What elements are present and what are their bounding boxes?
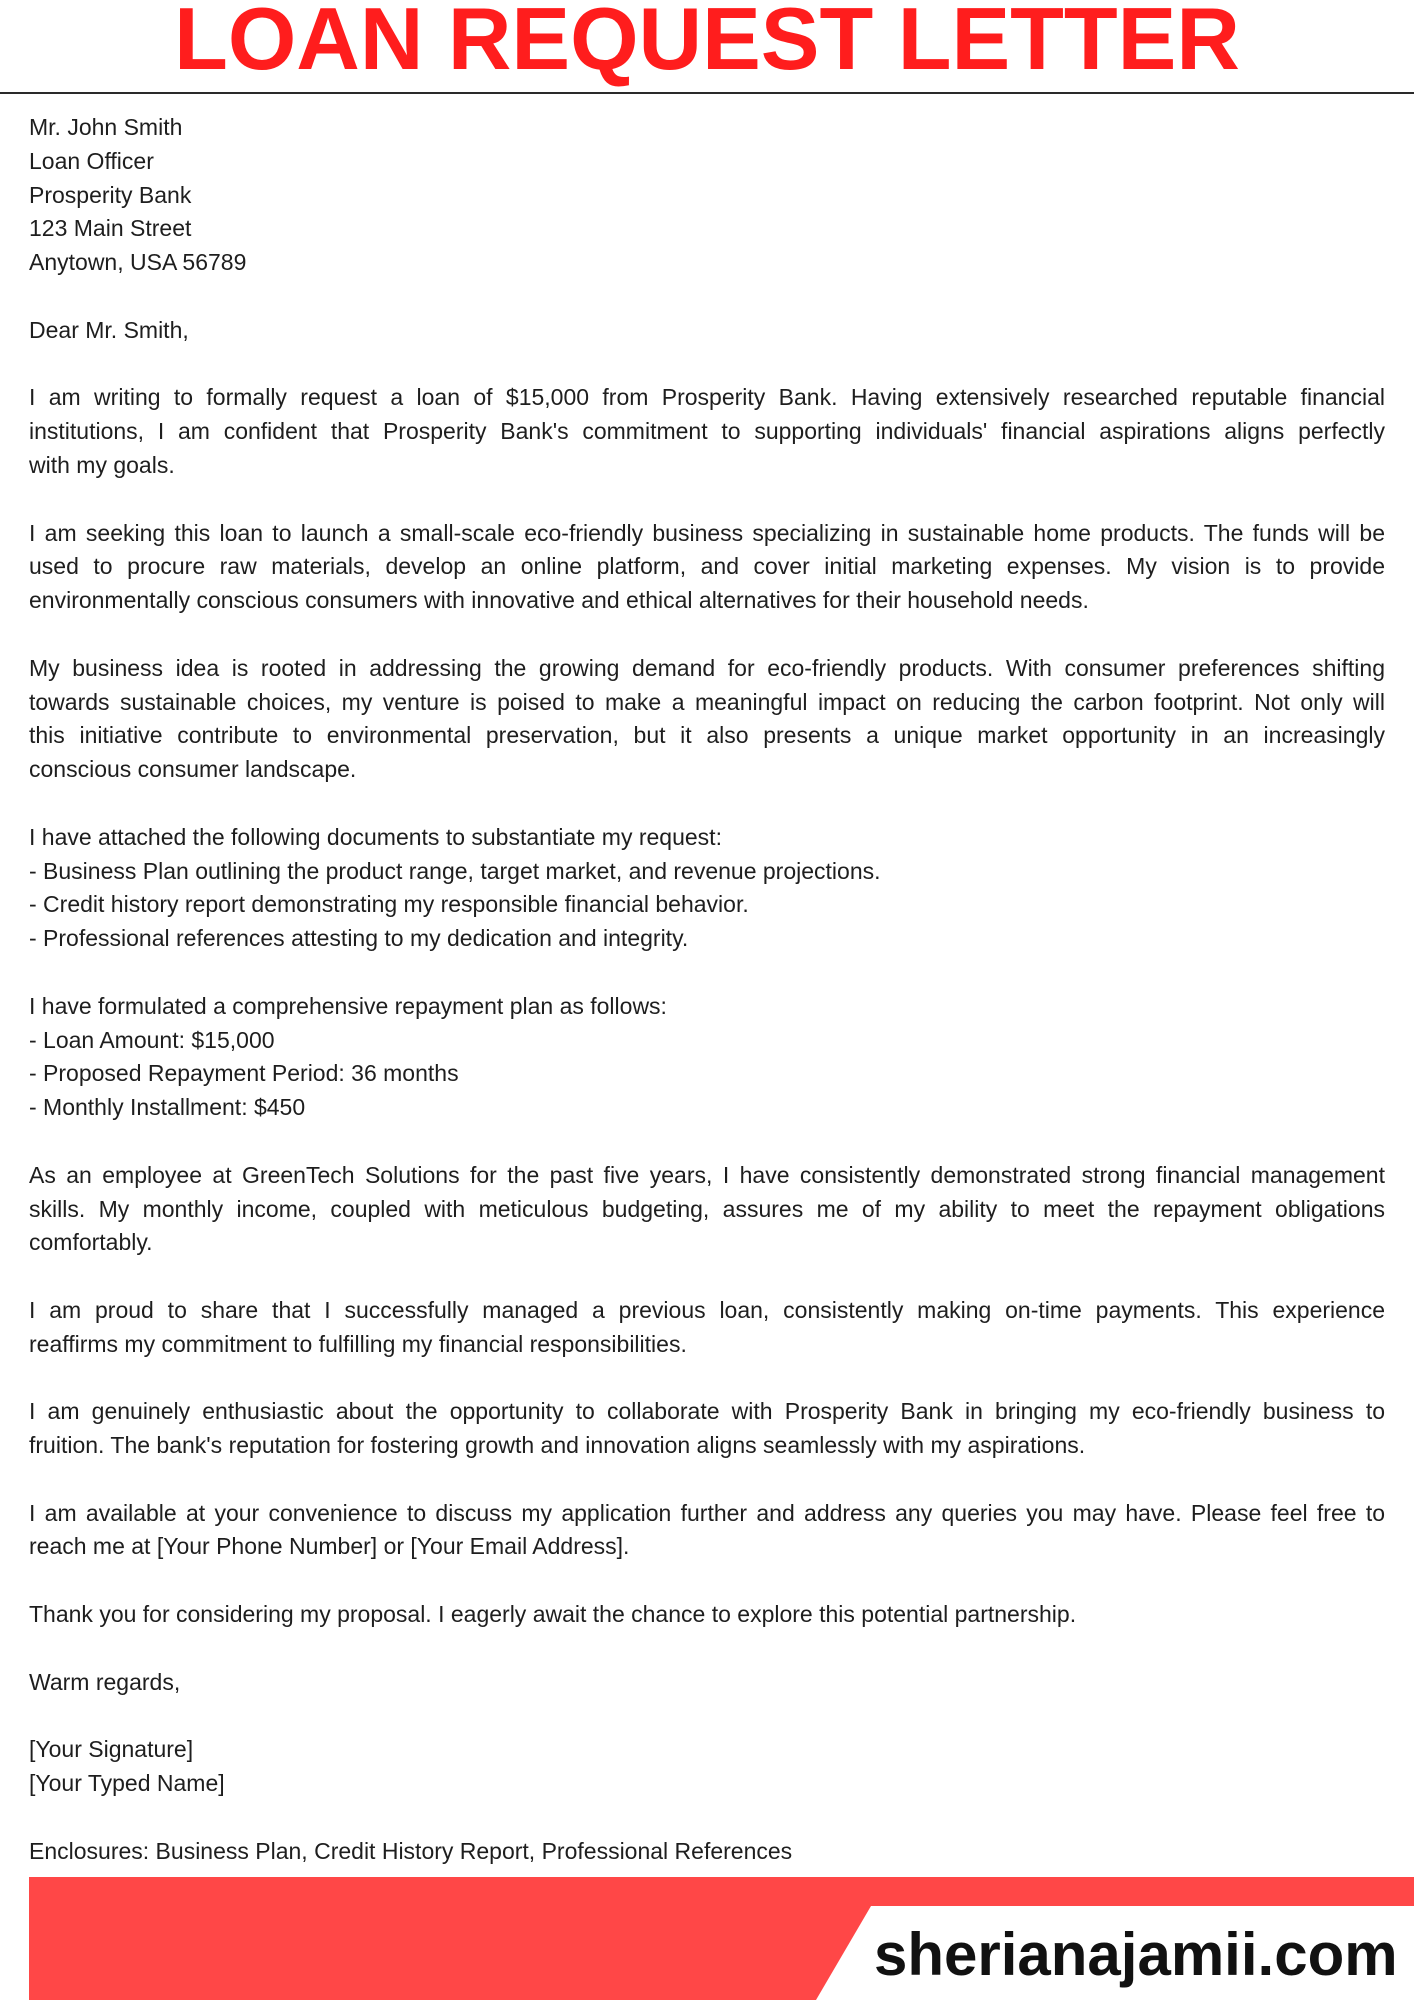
paragraph-previous-loan bbox=[29, 1294, 1385, 1362]
page-title: LOAN REQUEST LETTER bbox=[174, 0, 1240, 88]
list-item: - Credit history report demonstrating my responsible financial behavior. bbox=[29, 891, 749, 918]
list-item: - Business Plan outlining the product range, target market, and revenue projections. bbox=[29, 857, 881, 884]
paragraph-line: this initiative contribute to environmental preservation, but it also presents a unique market opportunity in an increasingly bbox=[29, 722, 1385, 749]
attached-documents-list bbox=[29, 821, 1385, 956]
repayment-plan-list bbox=[29, 990, 1385, 1125]
paragraph-line: I am genuinely enthusiastic about the opportunity to collaborate with Prosperity Bank in bringing my eco-friendly business to bbox=[29, 1398, 1385, 1425]
recipient-city: Anytown, USA 56789 bbox=[29, 249, 247, 276]
recipient-name: Mr. John Smith bbox=[29, 114, 183, 140]
paragraph-line: I am writing to formally request a loan of $15,000 from Prosperity Bank. Having extensively researched reputable financial bbox=[29, 384, 1385, 411]
letter-body bbox=[29, 111, 1385, 1868]
paragraph-business-idea bbox=[29, 652, 1385, 787]
footer-website: sherianajamii.com bbox=[874, 1921, 1398, 1988]
enclosures-text: Enclosures: Business Plan, Credit History Report, Professional References bbox=[29, 1837, 793, 1864]
paragraph-line: reaffirms my commitment to fulfilling my financial responsibilities. bbox=[29, 1330, 687, 1357]
list-item: - Professional references attesting to my dedication and integrity. bbox=[29, 925, 689, 952]
recipient-bank: Prosperity Bank bbox=[29, 181, 192, 208]
paragraph-employment bbox=[29, 1159, 1385, 1260]
paragraph-line: My business idea is rooted in addressing the growing demand for eco-friendly products. With consumer preferences shifting bbox=[29, 654, 1385, 681]
paragraph-enthusiasm bbox=[29, 1395, 1385, 1463]
paragraph-line: As an employee at GreenTech Solutions for the past five years, I have consistently demonstrated strong financial management bbox=[29, 1161, 1385, 1188]
paragraph-line: towards sustainable choices, my venture is poised to make a meaningful impact on reducing the carbon footprint. Not only will bbox=[29, 688, 1385, 715]
salutation bbox=[29, 314, 1385, 348]
paragraph-line: institutions, I am confident that Prosperity Bank's commitment to supporting individuals' financial aspirations aligns perfectly bbox=[29, 418, 1385, 445]
list-item: - Loan Amount: $15,000 bbox=[29, 1026, 275, 1053]
paragraph-line: I am available at your convenience to discuss my application further and address any queries you may have. Please feel free to bbox=[29, 1499, 1385, 1526]
paragraph-thanks bbox=[29, 1598, 1385, 1632]
paragraph-line: I am proud to share that I successfully managed a previous loan, consistently making on-time payments. This experience bbox=[29, 1296, 1385, 1323]
salutation-text: Dear Mr. Smith, bbox=[29, 316, 189, 343]
typed-name-placeholder: [Your Typed Name] bbox=[29, 1770, 225, 1797]
signature-block bbox=[29, 1733, 1385, 1801]
paragraph-contact bbox=[29, 1497, 1385, 1565]
recipient-address bbox=[29, 111, 1385, 280]
paragraph-line: Thank you for considering my proposal. I eagerly await the chance to explore this potential partnership. bbox=[29, 1601, 1077, 1628]
title-divider bbox=[0, 92, 1414, 94]
paragraph-loan-request bbox=[29, 381, 1385, 482]
signature-placeholder: [Your Signature] bbox=[29, 1736, 194, 1763]
enclosures bbox=[29, 1835, 1385, 1869]
paragraph-line: environmentally conscious consumers with innovative and ethical alternatives for their household needs. bbox=[29, 587, 1089, 614]
recipient-street: 123 Main Street bbox=[29, 215, 192, 242]
paragraph-loan-purpose bbox=[29, 517, 1385, 618]
paragraph-line: comfortably. bbox=[29, 1229, 153, 1256]
list-item: - Monthly Installment: $450 bbox=[29, 1094, 306, 1121]
paragraph-line: fruition. The bank's reputation for fostering growth and innovation aligns seamlessly with my aspirations. bbox=[29, 1432, 1086, 1459]
list-intro: I have attached the following documents to substantiate my request: bbox=[29, 823, 722, 850]
paragraph-line: with my goals. bbox=[29, 451, 175, 478]
paragraph-line: reach me at [Your Phone Number] or [Your Email Address]. bbox=[29, 1533, 630, 1560]
paragraph-line: skills. My monthly income, coupled with meticulous budgeting, assures me of my ability to meet the repayment obligations bbox=[29, 1195, 1385, 1222]
list-intro: I have formulated a comprehensive repayment plan as follows: bbox=[29, 992, 667, 1019]
paragraph-line: I am seeking this loan to launch a small-scale eco-friendly business specializing in sustainable home products. The funds will be bbox=[29, 519, 1385, 546]
recipient-title: Loan Officer bbox=[29, 147, 154, 174]
paragraph-line: used to procure raw materials, develop an online platform, and cover initial marketing expenses. My vision is to provide bbox=[29, 553, 1385, 580]
footer-band bbox=[29, 1877, 1414, 2000]
list-item: - Proposed Repayment Period: 36 months bbox=[29, 1060, 459, 1087]
paragraph-line: conscious consumer landscape. bbox=[29, 756, 357, 783]
sign-off-text: Warm regards, bbox=[29, 1668, 181, 1695]
sign-off bbox=[29, 1666, 1385, 1700]
